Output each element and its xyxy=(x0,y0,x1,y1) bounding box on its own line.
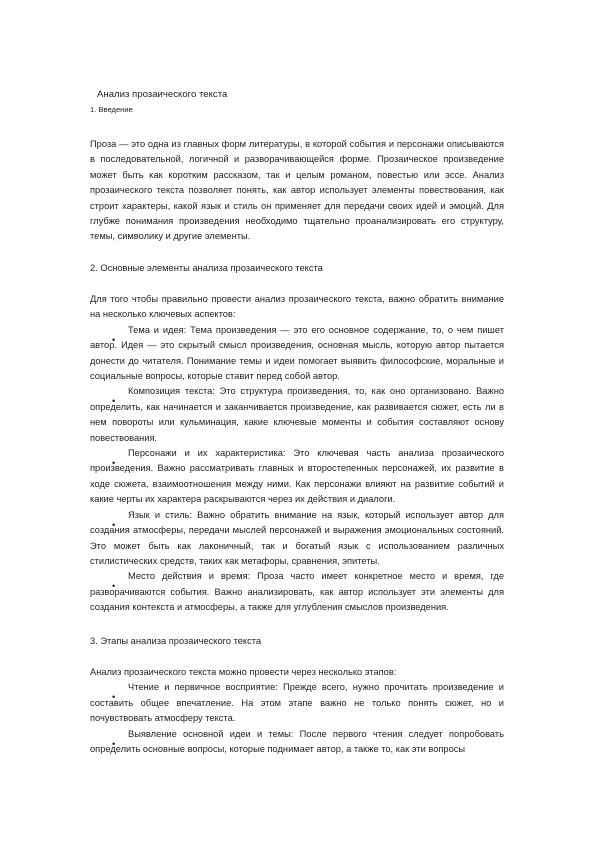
list-item: Язык и стиль: Важно обратить внимание на язык, который использует автор для создания атмосферы, передачи мыслей персонажей и выражения эмоциональных состояний. Это может быть как лаконичный, так и богатый язык с использованием различных стилистических средств, таких как метафоры, сравнения, эпитеты. xyxy=(90,509,504,566)
list-item: Чтение и первичное восприятие: Прежде всего, нужно прочитать произведение и составить общее впечатление. На этом этапе важно не только понять сюжет, но и почувствовать атмосферу текста. xyxy=(90,682,504,724)
section-2-body xyxy=(90,292,504,616)
list-item: Выявление основной идеи и темы: После первого чтения следует попробовать определить основные вопросы, которые поднимает автор, а также то, как эти вопросы xyxy=(90,728,504,755)
list-item: Тема и идея: Тема произведения — это его основное содержание, то, о чем пишет автор. Идея — это скрытый смысл произведения, основная мысль, которую автор пытается донести до читателя. Понимание темы и идеи помогает выявить философские, моральные и социальные вопросы, которые ставит перед собой автор. xyxy=(90,324,504,382)
list-item: Персонажи и их характеристика: Это ключевая часть анализа прозаического произведения. Важно рассматривать главных и второстепенных персонажей, их развитие в ходе сюжета, взаимоотношения между ними. Как персонажи влияют на развитие событий и какие черты их характера раскрываются через их действия и диалоги. xyxy=(90,448,504,505)
section-3-heading-block xyxy=(90,634,504,649)
section-2-heading: 2. Основные элементы анализа прозаического текста xyxy=(90,263,323,273)
section-3-list xyxy=(90,680,504,757)
section-1-heading: 1. Введение xyxy=(90,105,133,114)
section-2-heading-block xyxy=(90,261,504,276)
section-2-intro: Для того чтобы правильно провести анализ прозаического текста, важно обратить внимание на несколько ключевых аспектов: xyxy=(90,294,504,320)
intro-paragraph: Проза — это одна из главных форм литературы, в которой события и персонажи описываются в последовательной, логичной и разворачивающейся форме. Прозаическое произведение может быть как коротким рассказом, так и целым романом, повестью или эссе. Анализ прозаического текста позволяет понять, как автор использует элементы повествования, как строит характеры, какой язык и стиль он применяет для передачи своих идей и эмоций. Для глубже понимания произведения необходимо тщательно проанализировать его структуру, темы, символику и другие элементы. xyxy=(90,139,504,242)
section-2-list xyxy=(90,323,504,616)
section-3-body xyxy=(90,665,504,757)
list-item: Место действия и время: Проза часто имеет конкретное место и время, где разворачиваются события. Важно анализировать, как автор использует эти элементы для создания контекста и атмосферы, а также для углубления смыслов произведения. xyxy=(90,571,504,613)
section-3-heading: 3. Этапы анализа прозаического текста xyxy=(90,636,262,646)
section-3-intro: Анализ прозаического текста можно провести через несколько этапов: xyxy=(90,667,397,677)
document-title: Анализ прозаического текста xyxy=(97,89,228,100)
section-1-body xyxy=(90,137,504,245)
list-item: Композиция текста: Это структура произведения, то, как оно организовано. Важно определить, как начинается и заканчивается произведение, как развивается сюжет, есть ли в нем повороты или кульминация, какие ключевые моменты и события составляют основу повествования. xyxy=(90,386,504,443)
